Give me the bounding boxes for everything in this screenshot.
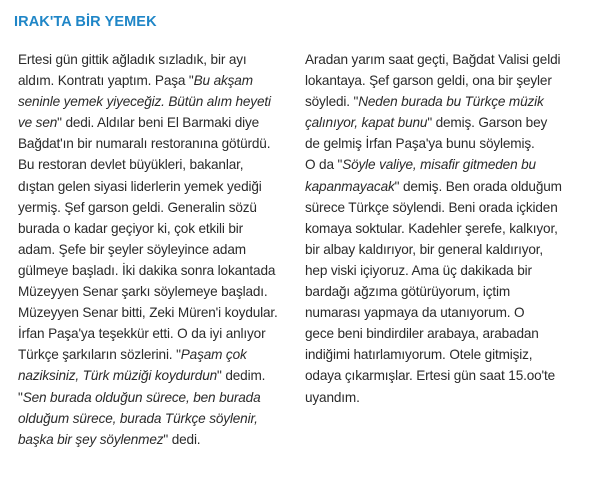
text-line [305,323,580,344]
text-line [18,176,300,197]
text-line [18,112,300,133]
text-line [18,323,300,344]
text-run: gece beni bindirdiler arabaya, arabadan [305,326,539,342]
text-run: de gelmiş İrfan Paşa'ya bunu söylemiş. [305,136,535,152]
text-run: " demiş. Ben orada olduğum [394,178,562,194]
quote-run: çalınıyor, kapat bunu [305,115,428,131]
text-run: " [18,389,23,405]
text-run: " dedi. [163,431,201,447]
text-line [305,176,580,197]
text-run: aldım. Kontratı yaptım. Paşa " [18,73,194,89]
text-run: Müzeyyen Senar şarkı söylemeye başladı. [18,284,268,300]
article-column-right [305,49,580,408]
text-run: Bu restoran devlet büyükleri, bakanlar, [18,157,244,173]
text-line [18,344,300,365]
text-line [305,260,580,281]
text-line [18,239,300,260]
quote-run: Bu akşam [193,73,253,89]
text-line [18,154,300,175]
text-line [305,133,580,154]
text-line [18,408,300,429]
text-line [18,70,300,91]
text-line [18,387,300,408]
quote-run: kapanmayacak [305,178,395,194]
text-line [18,260,300,281]
quote-run: naziksiniz, Türk müziği koydurdun [18,368,218,384]
text-line [305,154,580,175]
quote-run: Paşam çok [180,347,247,363]
text-line [18,197,300,218]
quote-run: Neden burada bu Türkçe müzik [358,94,544,110]
text-run: " dedim. [217,368,266,384]
text-line [18,365,300,386]
text-run: Türkçe şarkıların sözlerini. " [18,347,181,363]
text-run: Bağdat'ın bir numaralı restoranına götürdü. [18,136,271,152]
text-run: Müzeyyen Senar bitti, Zeki Müren'i koydular. [18,305,278,321]
text-line [18,49,300,70]
text-line [305,281,580,302]
text-run: O da " [305,157,343,173]
text-run: burada o kadar geçiyor ki, çok etkili bir [18,220,244,236]
text-line [305,302,580,323]
text-run: uyandım. [305,389,360,405]
text-run: indiğimi hatırlamıyorum. Otele gitmişiz, [305,347,533,363]
text-line [305,197,580,218]
quote-run: ve sen [18,115,58,131]
text-run: söyledi. " [305,94,359,110]
text-run: adam. Şefe bir şeyler söyleyince adam [18,241,246,257]
quote-run: olduğum sürece, burada Türkçe söylenir, [18,410,258,426]
text-run: sürece Türkçe söylendi. Beni orada içkiden [305,199,558,215]
text-line [18,91,300,112]
text-run: komaya soktular. Kadehler şerefe, kalkıyor, [305,220,558,236]
article-column-left [18,49,300,450]
text-run: bir albay kaldırıyor, bir general kaldırıyor, [305,241,544,257]
text-run: Ertesi gün gittik ağladık sızladık, bir ayı [18,52,247,67]
text-line [305,49,580,70]
text-run: Aradan yarım saat geçti, Bağdat Valisi geldi [305,52,561,67]
text-run: gülmeye başladı. İki dakika sonra lokantada [18,262,276,278]
text-run: yermiş. Şef garson geldi. Generalin sözü [18,199,257,215]
text-line [305,365,580,386]
text-run: numarası yapmaya da utanıyorum. O [305,305,525,321]
text-line [18,281,300,302]
text-line [305,239,580,260]
text-line [18,429,300,450]
text-run: dıştan gelen siyasi liderlerin yemek yediği [18,178,262,194]
quote-run: Sen burada olduğun sürece, ben burada [22,389,261,405]
quote-run: Söyle valiye, misafir gitmeden bu [342,157,536,173]
text-line [305,91,580,112]
text-run: " dedi. Aldılar beni El Barmaki diye [57,115,260,131]
text-line [305,218,580,239]
text-run: lokantaya. Şef garson geldi, ona bir şeyler [305,73,552,89]
text-line [18,133,300,154]
text-line [18,302,300,323]
article-headline: IRAK'TA BİR YEMEK [14,14,157,30]
text-line [305,112,580,133]
quote-run: başka bir şey söylenmez [18,431,164,447]
text-run: İrfan Paşa'ya teşekkür etti. O da iyi anlıyor [18,326,266,342]
text-line [305,344,580,365]
text-run: " demiş. Garson bey [427,115,548,131]
text-line [305,70,580,91]
text-run: bardağı ağzıma götürüyorum, içtim [305,284,511,300]
quote-run: seninle yemek yiyeceğiz. Bütün alım heyeti [18,94,271,110]
text-line [305,387,580,408]
text-line [18,218,300,239]
text-run: hep viski içiyoruz. Ama üç dakikada bir [305,262,532,278]
text-run: odaya çıkarmışlar. Ertesi gün saat 15.oo'te [305,368,556,384]
